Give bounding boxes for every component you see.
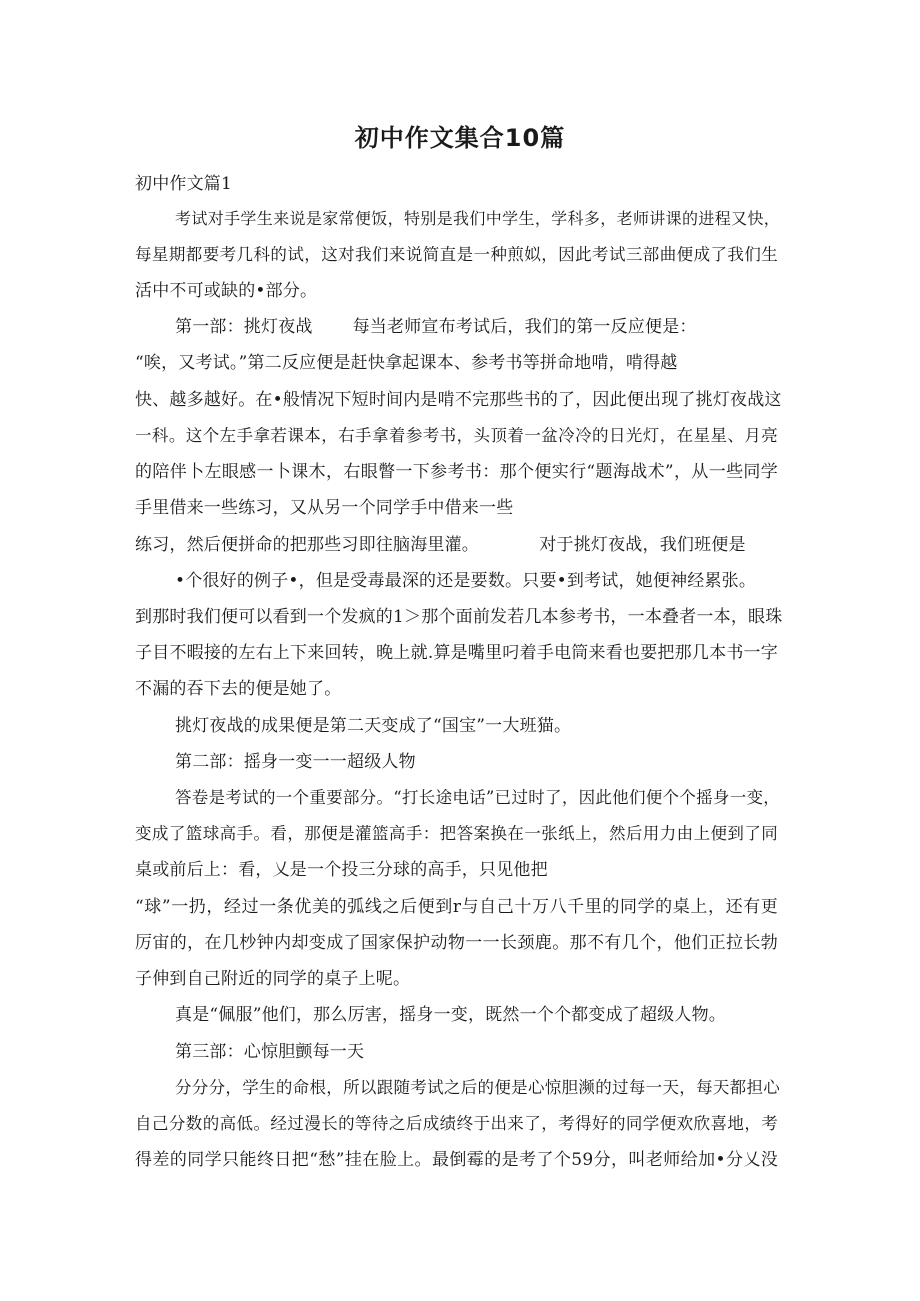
paragraph-line: 真是“佩服”他们，那么厉害，摇身一变，既然一个个都变成了超级人物。 [175,1005,726,1025]
section-heading: 初中作文篇1 [135,174,233,194]
paragraph-line: 分分分，学生的命根，所以跟随考试之后的便是心惊胆濒的过每一天，每天都担心 [175,1078,780,1097]
paragraph-line: •个很好的例子•，但是受毒最深的还是要数。只要•到考试，她便神经累张。 [175,571,757,591]
paragraph-line: 练习，然后便拼命的把那些习即往脑海里灌。 对于挑灯夜战，我们班便是 [135,535,746,555]
paragraph-line: 考试对手学生来说是家常便饭，特别是我们中学生，学科多，老师讲课的进程又快， [175,209,780,228]
paragraph-line: 子目不暇接的左右上下来回转，晚上就.算是嘴里叼着手电筒来看也要把那几本书一字 [135,643,778,663]
document-title: 初中作文集合10篇 [354,124,566,152]
paragraph-line: 答卷是考试的一个重要部分。“打长途电话”已过时了，因此他们便个个摇身一变， [175,788,780,807]
section-heading: 第三部：心惊胆颤每一天 [175,1042,365,1062]
paragraph-line: 不漏的吞下去的便是她了。 [135,679,342,699]
paragraph-line: 手里借来一些练习，又从另一个同学手中借来一些 [135,498,514,518]
paragraph-line: 每星期都要考几科的试，这对我们来说简直是一种煎姒，因此考试三部曲便成了我们生 [135,245,778,264]
paragraph-line: 厉宙的，在几杪钟内却变成了国家保护动物一一长颈鹿。那不有几个，他们正拉长勃 [135,933,778,953]
paragraph-line: 子伸到自己附近的同学的桌子上呢。 [135,969,411,989]
paragraph-line: 的陪伴卜左眼感一卜课木，右眼瞥一下参考书：那个便实行“题海战术”，从一些同学 [135,462,778,482]
paragraph-line: 桌或前后上：看，乂是一个投三分球的高手，只见他把 [135,860,548,880]
paragraph-line: 到那时我们便可以看到一个发疯的1＞那个面前发若几本参考书，一本叠者一本，眼珠 [135,607,783,627]
paragraph-line: 第一部：挑灯夜战 每当老师宣布考试后，我们的第一反应便是： [175,317,697,337]
paragraph-line: 自己分数的高低。经过漫长的等待之后成绩终于出来了，考得好的同学便欢欣喜地，考 [135,1114,778,1133]
paragraph-line: 一科。这个左手拿若课本，右手拿着参考书，头顶着一盆冷冷的日光灯，在星星、月亮 [135,426,778,445]
paragraph-line: “球”一扔，经过一条优美的弧线之后便到r与自己十万八千里的同学的桌上，还有更 [135,897,778,917]
paragraph-line: 得差的同学只能终日把“愁”挂在脸上。最倒霉的是考了个59分，叫老师给加•分乂没 [135,1150,778,1170]
section-heading: 第二部：摇身一变一一超级人物 [175,752,416,772]
paragraph-line: 活中不可或缺的•部分。 [135,281,318,301]
paragraph-line: 变成了篮球高手。看，那便是灌篮高手：把答案换在一张纸上，然后用力由上便到了同 [135,824,778,843]
paragraph-line: 挑灯夜战的成果便是第二天变成了“国宝”一大班猫。 [175,716,572,736]
paragraph-line: “唉，又考试。”第二反应便是赶快拿起课本、参考书等拼命地啃，啃得越 [135,353,678,373]
paragraph-line: 快、越多越好。在•般情况下短时间内是啃不完那些书的了，因此便出现了挑灯夜战这 [135,390,782,410]
